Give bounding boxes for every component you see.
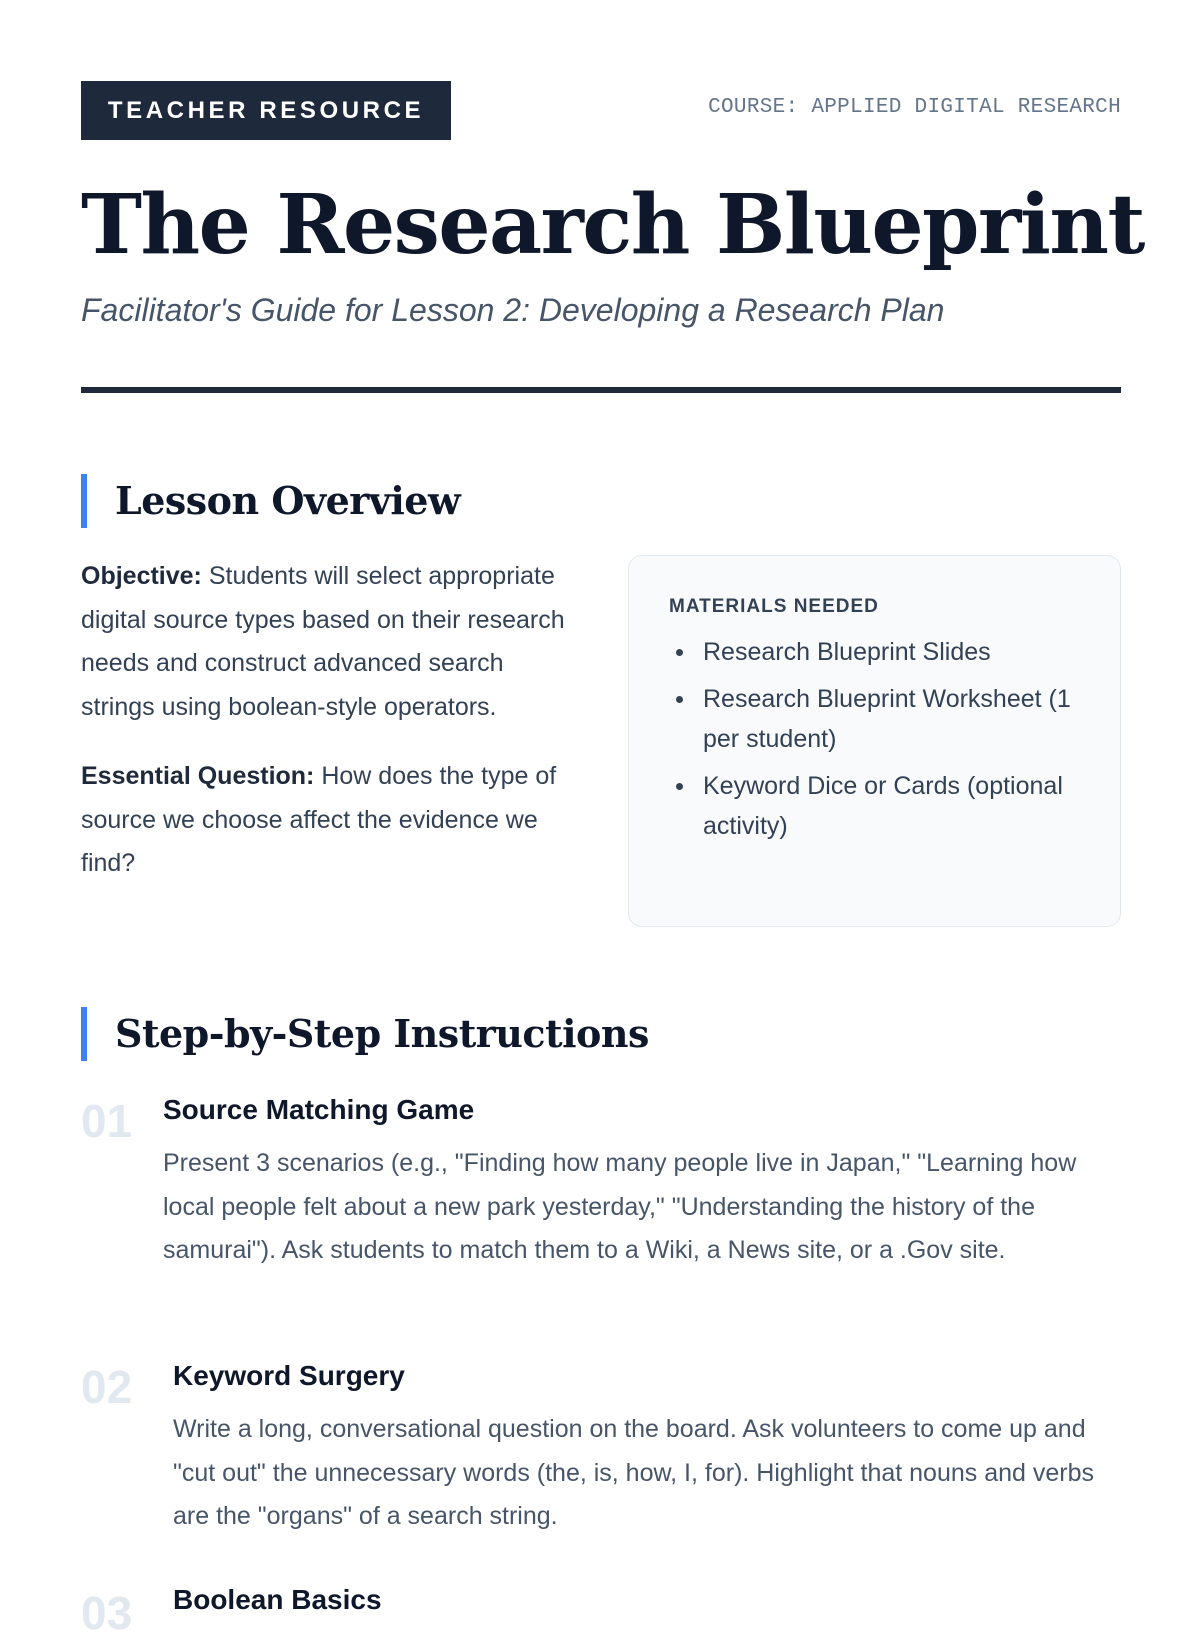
list-item xyxy=(669,766,1080,846)
objective-label: Objective: xyxy=(81,562,202,590)
header-row xyxy=(81,81,1121,140)
bullet-icon xyxy=(676,783,683,790)
step-number: 03 xyxy=(81,1587,133,1639)
material-text: Research Blueprint Worksheet (1 per student) xyxy=(703,685,1071,753)
step-description: Present 3 scenarios (e.g., "Finding how many people live in Japan," "Learning how local people felt about a new park yesterday," "Understanding the history of the samurai"). Ask students to match them to a Wiki, a News site, or a .Gov site. xyxy=(163,1149,1077,1264)
materials-list xyxy=(669,632,1080,846)
step-title: Source Matching Game xyxy=(163,1094,475,1125)
list-item xyxy=(669,632,1080,672)
materials-card xyxy=(628,555,1121,927)
page-subtitle: Facilitator's Guide for Lesson 2: Developing a Research Plan xyxy=(81,292,945,328)
essential-question-label: Essential Question: xyxy=(81,762,315,790)
step-number: 01 xyxy=(81,1095,133,1147)
objective-text: Students will select appropriate digital source types based on their research needs and construct advanced search strings using boolean-style operators. xyxy=(81,562,565,721)
step-body xyxy=(173,1358,1121,1539)
step-title: Boolean Basics xyxy=(173,1584,382,1615)
step-title: Keyword Surgery xyxy=(173,1360,405,1391)
step-body xyxy=(163,1092,1121,1273)
objective-paragraph xyxy=(81,555,581,729)
overview-text xyxy=(81,555,581,912)
essential-question-text: How does the type of source we choose affect the evidence we find? xyxy=(81,762,557,877)
step-description: Write a long, conversational question on the board. Ask volunteers to come up and "cut out" the unnecessary words (the, is, how, I, for). Highlight that nouns and verbs are the "organs" of a search string. xyxy=(173,1415,1095,1530)
bullet-icon xyxy=(676,696,683,703)
steps-heading-text: Step-by-Step Instructions xyxy=(115,1011,649,1056)
header-divider xyxy=(81,387,1121,393)
material-text: Research Blueprint Slides xyxy=(703,638,991,666)
teacher-resource-badge: TEACHER RESOURCE xyxy=(81,81,451,140)
essential-question-paragraph xyxy=(81,755,581,886)
course-label: COURSE: APPLIED DIGITAL RESEARCH xyxy=(708,96,1121,119)
materials-title: MATERIALS NEEDED xyxy=(669,596,879,617)
section-heading-steps xyxy=(81,1007,649,1061)
page-title: The Research Blueprint xyxy=(81,177,1144,273)
section-heading-overview xyxy=(81,474,460,528)
step-number: 02 xyxy=(81,1361,133,1413)
bullet-icon xyxy=(676,649,683,656)
list-item xyxy=(669,679,1080,759)
material-text: Keyword Dice or Cards (optional activity) xyxy=(703,772,1063,840)
step-body xyxy=(173,1582,1121,1618)
overview-heading-text: Lesson Overview xyxy=(115,478,461,523)
